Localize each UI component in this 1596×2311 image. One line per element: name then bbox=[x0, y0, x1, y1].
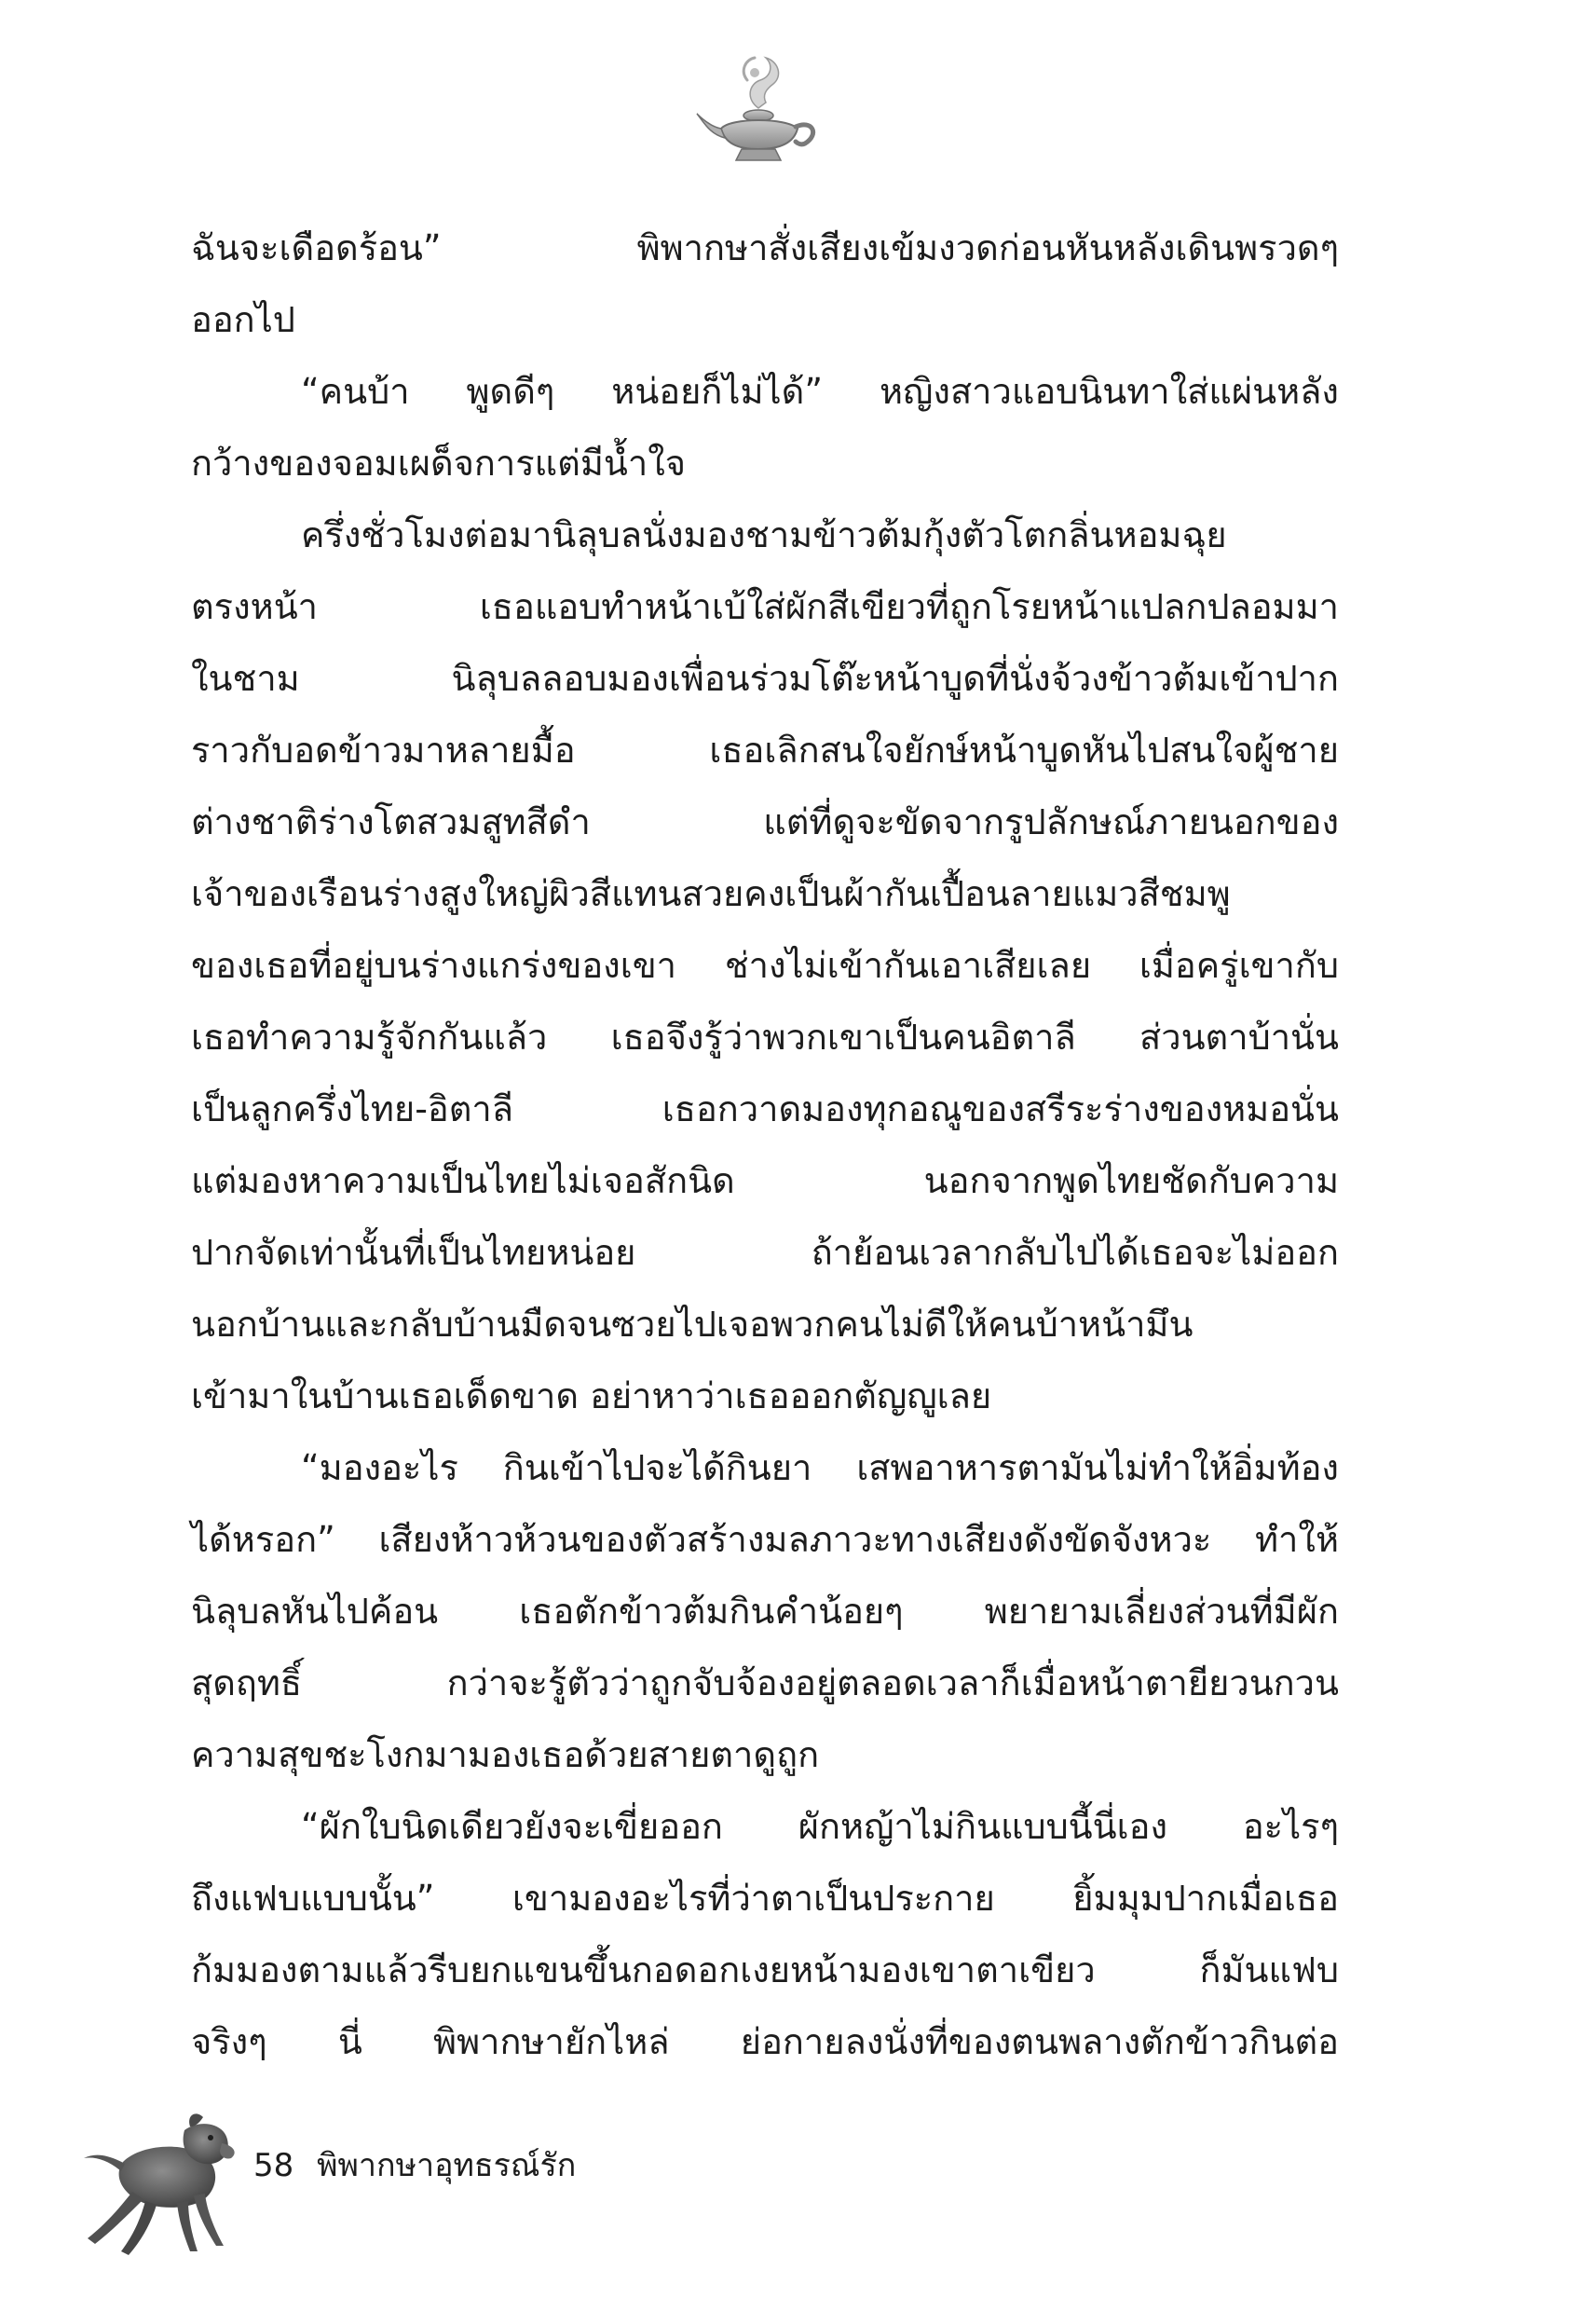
text-line: “คนบ้า พูดดีๆ หน่อยก็ไม่ได้” หญิงสาวแอบนินทาใส่แผ่นหลัง bbox=[301, 371, 1339, 412]
body-text bbox=[191, 212, 1339, 2078]
text-line: “ผักใบนิดเดียวยังจะเขี่ยออก ผักหญ้าไม่กินแบบนี้นี่เอง อะไรๆ bbox=[301, 1806, 1339, 1847]
text-line: กว้างของจอมเผด็จการแต่มีน้ำใจ bbox=[191, 443, 687, 484]
text-line: เธอทำความรู้จักกันแล้ว เธอจึงรู้ว่าพวกเขาเป็นคนอิตาลี ส่วนตาบ้านั่น bbox=[191, 1017, 1339, 1058]
paragraph-2 bbox=[191, 356, 1339, 499]
text-line: ออกไป bbox=[191, 299, 295, 340]
text-line: ครึ่งชั่วโมงต่อมานิลุบลนั่งมองชามข้าวต้มกุ้งตัวโตกลิ่นหอมฉุย bbox=[301, 514, 1227, 555]
genie-lamp-icon bbox=[693, 52, 824, 171]
dog-illustration-icon bbox=[67, 2106, 244, 2260]
text-line: แต่มองหาความเป็นไทยไม่เจอสักนิด นอกจากพูดไทยชัดกับความ bbox=[191, 1160, 1339, 1201]
book-title: พิพากษาอุทธรณ์รัก bbox=[317, 2147, 577, 2184]
text-line: ต่างชาติร่างโตสวมสูทสีดำ แต่ที่ดูจะขัดจากรูปลักษณ์ภายนอกของ bbox=[191, 801, 1339, 842]
text-line: ได้หรอก” เสียงห้าวห้วนของตัวสร้างมลภาวะทางเสียงดังขัดจังหวะ ทำให้ bbox=[191, 1519, 1339, 1560]
text-line: สุดฤทธิ์ กว่าจะรู้ตัวว่าถูกจับจ้องอยู่ตลอดเวลาก็เมื่อหน้าตายียวนกวน bbox=[191, 1662, 1339, 1703]
text-line: ราวกับอดข้าวมาหลายมื้อ เธอเลิกสนใจยักษ์หน้าบูดหันไปสนใจผู้ชาย bbox=[191, 730, 1339, 771]
text-line: ตรงหน้า เธอแอบทำหน้าเบ้ใส่ผักสีเขียวที่ถูกโรยหน้าแปลกปลอมมา bbox=[191, 586, 1339, 627]
text-line: ถึงแฟบแบบนั้น” เขามองอะไรที่ว่าตาเป็นประกาย ยิ้มมุมปากเมื่อเธอ bbox=[191, 1878, 1339, 1919]
text-line: ในชาม นิลุบลลอบมองเพื่อนร่วมโต๊ะหน้าบูดที่นั่งจ้วงข้าวต้มเข้าปาก bbox=[191, 658, 1339, 699]
text-line: จริงๆ นี่ พิพากษายักไหล่ ย่อกายลงนั่งที่ของตนพลางตักข้าวกินต่อ bbox=[191, 2021, 1339, 2062]
text-line: นอกบ้านและกลับบ้านมืดจนซวยไปเจอพวกคนไม่ดีให้คนบ้าหน้ามึน bbox=[191, 1304, 1194, 1345]
page-number: 58 bbox=[253, 2147, 294, 2184]
text-line: ความสุขชะโงกมามองเธอด้วยสายตาดูถูก bbox=[191, 1734, 820, 1775]
text-line: เข้ามาในบ้านเธอเด็ดขาด อย่าหาว่าเธอออกตัญญูเลย bbox=[191, 1375, 992, 1416]
page-footer bbox=[253, 2145, 576, 2186]
text-line: ปากจัดเท่านั้นที่เป็นไทยหน่อย ถ้าย้อนเวลากลับไปได้เธอจะไม่ออก bbox=[191, 1232, 1339, 1273]
text-line: เป็นลูกครึ่งไทย-อิตาลี เธอกวาดมองทุกอณูของสรีระร่างของหมอนั่น bbox=[191, 1088, 1339, 1129]
paragraph-5 bbox=[191, 1791, 1339, 2078]
text-line: นิลุบลหันไปค้อน เธอตักข้าวต้มกินคำน้อยๆ พยายามเลี่ยงส่วนที่มีผัก bbox=[191, 1591, 1339, 1632]
text-line: ฉันจะเดือดร้อน” พิพากษาสั่งเสียงเข้มงวดก่อนหันหลังเดินพรวดๆ bbox=[191, 227, 1339, 268]
paragraph-4 bbox=[191, 1432, 1339, 1791]
text-line: ของเธอที่อยู่บนร่างแกร่งของเขา ช่างไม่เข้ากันเอาเสียเลย เมื่อครู่เขากับ bbox=[191, 945, 1339, 986]
text-line: “มองอะไร กินเข้าไปจะได้กินยา เสพอาหารตามันไม่ทำให้อิ่มท้อง bbox=[301, 1447, 1339, 1488]
text-line: ก้มมองตามแล้วรีบยกแขนขึ้นกอดอกเงยหน้ามองเขาตาเขียว ก็มันแฟบ bbox=[191, 1949, 1339, 1990]
paragraph-3 bbox=[191, 499, 1339, 1432]
text-line: เจ้าของเรือนร่างสูงใหญ่ผิวสีแทนสวยคงเป็นผ้ากันเปื้อนลายแมวสีชมพู bbox=[191, 873, 1231, 914]
paragraph-1 bbox=[191, 212, 1339, 356]
